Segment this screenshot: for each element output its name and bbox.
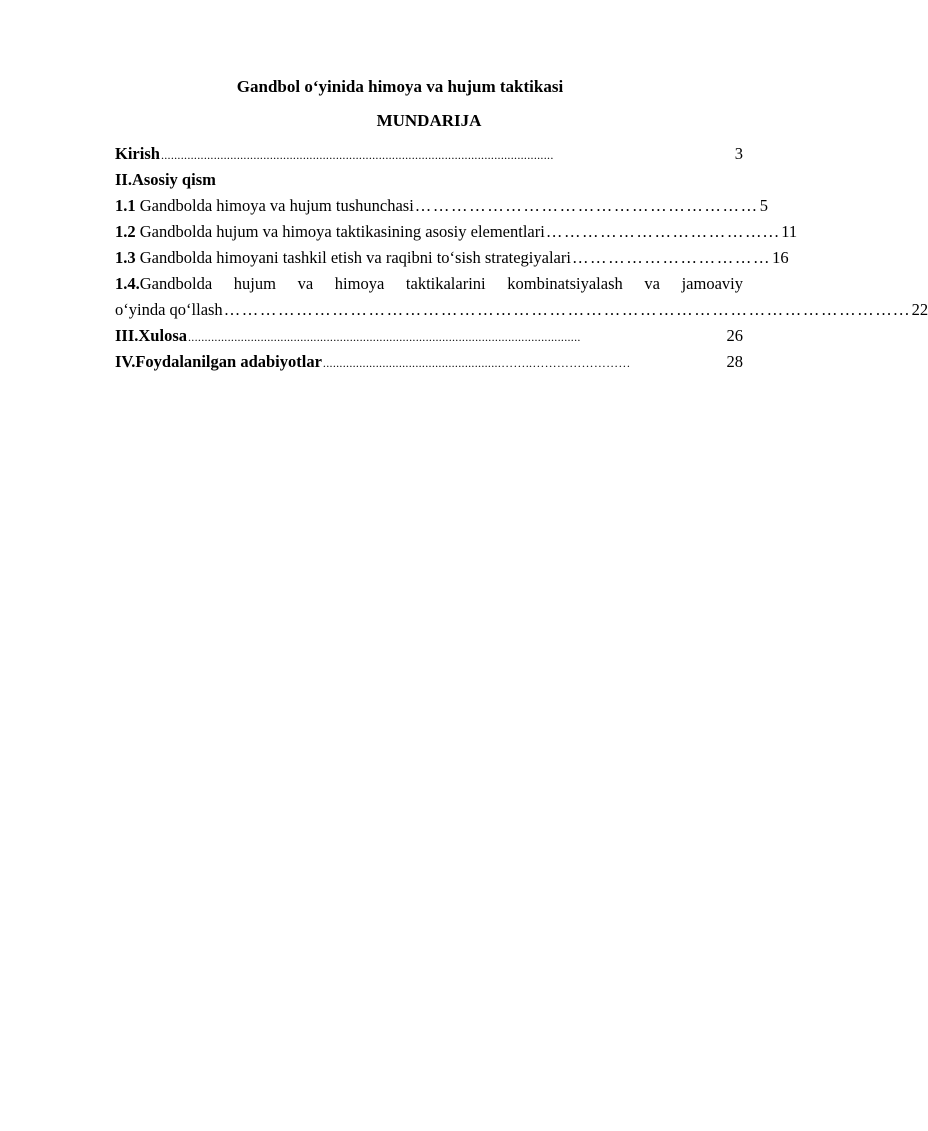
document-title: Gandbol o‘yinida himoya va hujum taktikasi: [236, 77, 564, 96]
toc-entry-label: Kirish: [115, 144, 160, 163]
toc-entry-kirish: [115, 141, 743, 167]
toc-entry-number: 1.2: [115, 222, 136, 241]
toc-entry-adabiyotlar: [115, 349, 743, 375]
toc-entry-1-4-line2: [115, 297, 928, 323]
toc-entry-1-1: [115, 193, 768, 219]
toc-entry-word: Gandbolda: [139, 274, 213, 293]
toc-entry-label: III.Xulosa: [115, 326, 187, 345]
toc-page-number: 11: [781, 222, 798, 241]
toc-entry-word: va: [644, 274, 660, 293]
toc-entry-text: Gandbolda himoyani tashkil etish va raqibni to‘sish strategiyalari: [139, 248, 571, 267]
toc-entry-1-2: [115, 219, 798, 245]
toc-section-heading: [115, 167, 743, 193]
toc-entry-1-3: [115, 245, 789, 271]
toc-entry-first-word: [115, 271, 212, 297]
toc-leader-dots: .......................................................................................................................: [188, 330, 581, 344]
toc-entry-word: va: [297, 274, 314, 293]
toc-page-number: 5: [759, 196, 768, 215]
toc-leader-dots: .......................................................................................................................: [160, 148, 554, 162]
toc-entry-word: taktikalarini: [405, 274, 486, 293]
toc-entry-label: IV.Foydalanilgan adabiyotlar: [115, 352, 322, 371]
toc-entry-word: hujum: [233, 274, 276, 293]
toc-section-label: II.Asosiy qism: [115, 170, 216, 189]
toc-entry-text: Gandbolda himoya va hujum tushunchasi: [139, 196, 414, 215]
toc-page-number: 16: [772, 248, 789, 267]
toc-entry-number: 1.3: [115, 248, 136, 267]
toc-entry-text: Gandbolda hujum va himoya taktikasining asosiy elementlari: [139, 222, 545, 241]
toc-entry-text: o‘yinda qo‘llash: [115, 300, 223, 319]
toc-leader-dots: ……………………………: [571, 248, 772, 267]
toc-page-number: 28: [726, 352, 743, 371]
toc-entry-1-4-line1: [115, 271, 743, 297]
table-of-contents: [115, 141, 928, 375]
toc-leader-dots: …………………………………………………: [414, 196, 759, 215]
toc-page-number: 22: [911, 300, 928, 319]
toc-entry-word: kombinatsiyalash: [507, 274, 623, 293]
toc-entry-number: 1.1: [115, 196, 136, 215]
toc-heading: MUNDARIJA: [376, 111, 482, 130]
toc-page-number: 3: [734, 144, 743, 163]
toc-page-number: 26: [726, 326, 743, 345]
toc-leader-dots: ………………………………...: [545, 222, 781, 241]
toc-entry-word: himoya: [334, 274, 385, 293]
toc-leader-dots: ......................................................……..……………………: [322, 356, 631, 370]
toc-entry-word: jamoaviy: [681, 274, 743, 293]
toc-entry-xulosa: [115, 323, 743, 349]
toc-leader-dots: …………………………………………………………………………………………………...: [223, 300, 911, 319]
toc-entry-number: 1.4.: [115, 274, 140, 293]
